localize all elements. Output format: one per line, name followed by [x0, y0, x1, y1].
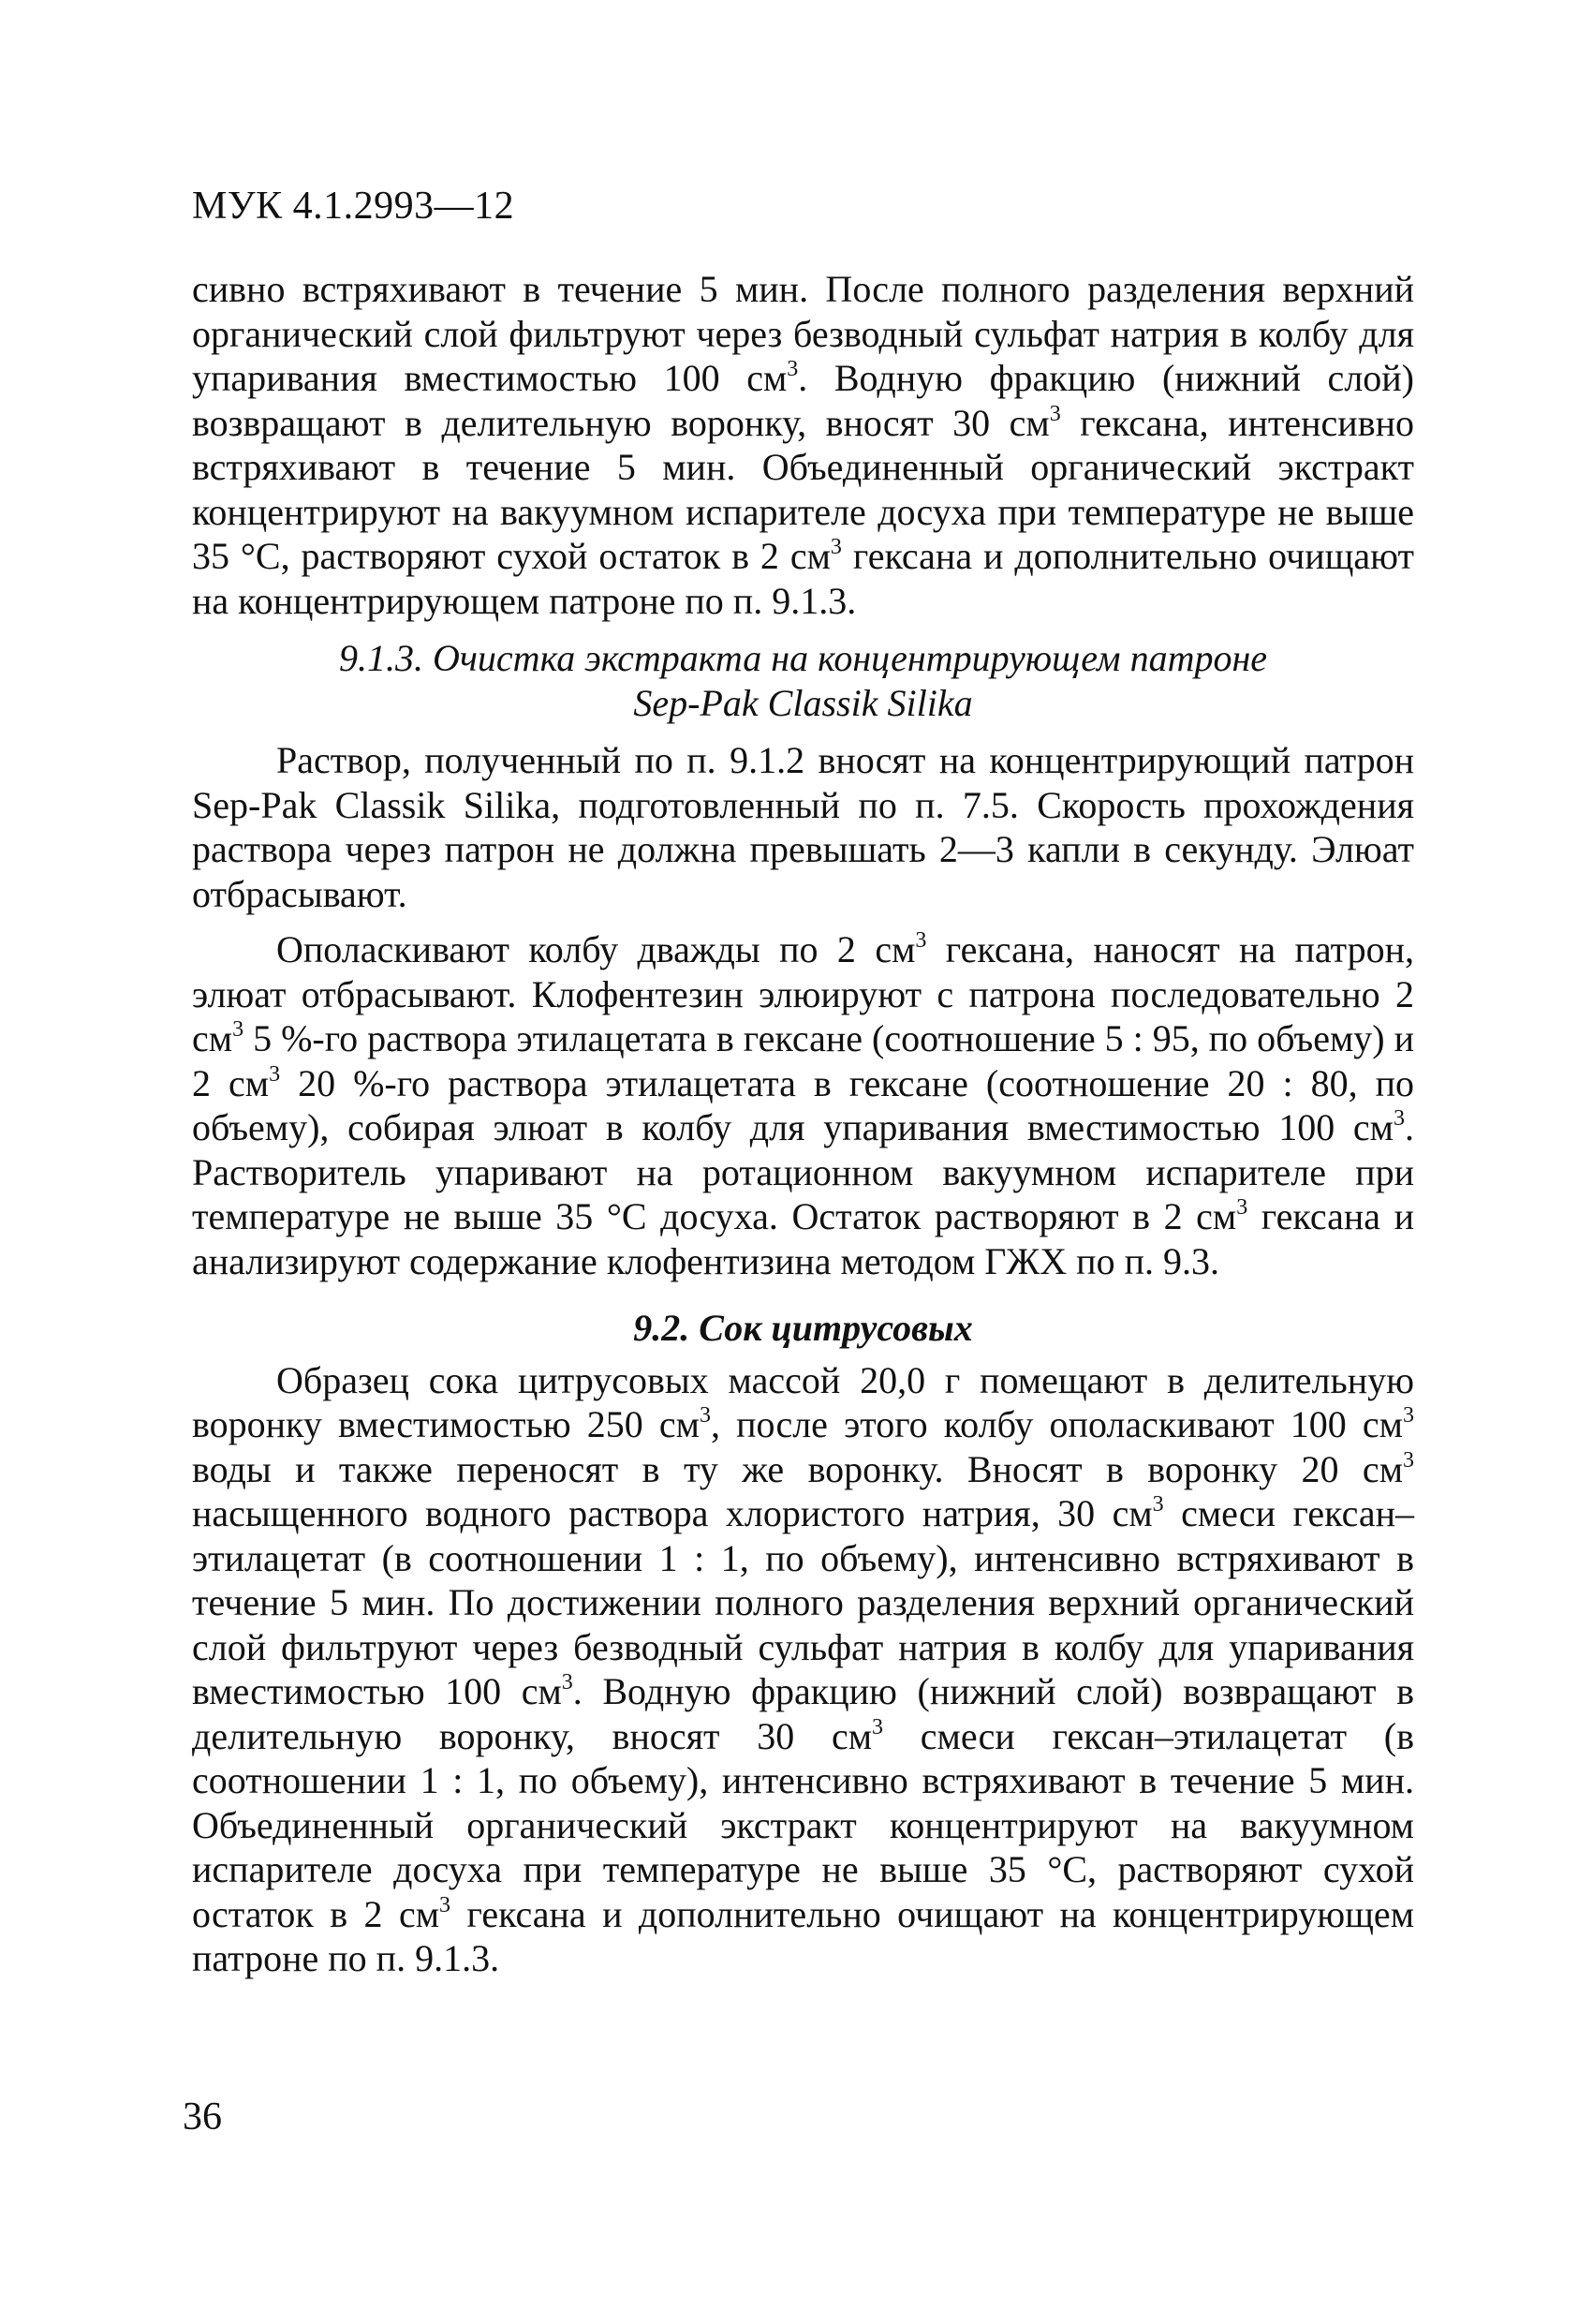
text-segment: сивно встряхивают в течение 5 мин. После полного разделения верхний органический слой фильтруют через безводный сульфат натрия в колбу для упаривания вместимостью 100 см: [192, 268, 1414, 399]
section-heading-line: 9.1.3. Очистка экстракта на концентрирующем патроне: [338, 637, 1268, 679]
text-segment: гексана, наносят на патрон, элюат отбрасывают. Клофентезин элюируют с патрона последовательно 2 см: [192, 928, 1414, 1059]
superscript: 3: [1403, 1403, 1414, 1428]
section-heading-9-1-3: [192, 636, 1414, 725]
document-page: [192, 183, 1414, 1981]
superscript: 3: [1049, 401, 1061, 426]
superscript: 3: [787, 357, 799, 381]
text-segment: , после этого колбу ополаскивают 100 см: [710, 1403, 1403, 1445]
superscript: 3: [439, 1892, 451, 1917]
text-segment: смеси гексан–этилацетат (в соотношении 1 : 1, по объему), интенсивно встряхивают в течение 5 мин. По достижении полного разделения верхний органический слой фильтруют через безводный сульфат натрия в колбу для упаривания вместимостью 100 см: [192, 1492, 1415, 1712]
document-code-header: МУК 4.1.2993—12: [192, 185, 515, 228]
text-segment: насыщенного водного раствора хлористого натрия, 30 см: [192, 1492, 1153, 1534]
paragraph-extraction-continued: [192, 267, 1414, 623]
section-heading-9-2: 9.2. Сок цитрусовых: [633, 1307, 973, 1349]
text-segment: Ополаскивают колбу дважды по 2 см: [276, 928, 916, 970]
text-segment: воды и также переносят в ту же воронку. Вносят в воронку 20 см: [192, 1447, 1403, 1490]
section-heading-line: Sep-Pak Classik Silika: [633, 681, 973, 724]
text-segment: гексана и дополнительно очищают на концентрирующем патроне по п. 9.1.3.: [192, 535, 1415, 622]
text-segment: 20 %-го раствора этилацетата в гексане (соотношение 20 : 80, по объему), собирая элюат в колбу для упаривания вместимостью 100 см: [192, 1061, 1414, 1148]
paragraph-cartridge-elution: [192, 927, 1414, 1283]
superscript: 3: [232, 1017, 244, 1042]
text-segment: Образец сока цитрусовых массой 20,0 г помещают в делительную воронку вместимостью 250 см: [192, 1358, 1414, 1445]
text-segment: гексана и анализируют содержание клофентизина методом ГЖХ по п. 9.3.: [192, 1195, 1414, 1282]
text-segment: . Водную фракцию (нижний слой) возвращают в делительную воронку, вносят 30 см: [192, 1670, 1414, 1757]
superscript: 3: [872, 1714, 884, 1739]
paragraph-citrus-juice: [192, 1358, 1414, 1981]
text-segment: . Водную фракцию (нижний слой) возвращают в делительную воронку, вносят 30 см: [192, 357, 1415, 444]
superscript: 3: [269, 1061, 281, 1087]
superscript: 3: [1394, 1106, 1405, 1131]
text-segment: 5 %-го раствора этилацетата в гексане (соотношение 5 : 95, по объему) и 2 см: [192, 1017, 1414, 1104]
text-segment: гексана, интенсивно встряхивают в течение 5 мин. Объединенный органический экстракт концентрируют на вакуумном испарителе досуха при температуре не выше 35 °С, растворяют сухой остаток в 2 см: [192, 401, 1414, 577]
superscript: 3: [1152, 1492, 1164, 1517]
page-number: 36: [183, 2095, 222, 2139]
text-segment: гексана и дополнительно очищают на концентрирующем патроне по п. 9.1.3.: [192, 1892, 1415, 1979]
superscript: 3: [830, 535, 842, 559]
superscript: 3: [561, 1670, 573, 1695]
text-segment: смеси гексан–этилацетат (в соотношении 1 : 1, по объему), интенсивно встряхивают в течение 5 мин. Объединенный органический экстракт концентрируют на вакуумном испарителе досуха при температуре не выше 35 °С, растворяют сухой остаток в 2 см: [192, 1714, 1414, 1935]
superscript: 3: [915, 928, 927, 953]
paragraph-cartridge-loading: Раствор, полученный по п. 9.1.2 вносят на концентрирующий патрон Sep-Pak Classik Silika, подготовленный по п. 7.5. Скорость прохождения раствора через патрон не должна превышать 2—3 капли в секунду. Элюат отбрасывают.: [192, 739, 1414, 915]
superscript: 3: [699, 1403, 711, 1428]
superscript: 3: [1403, 1447, 1414, 1473]
text-segment: . Растворитель упаривают на ротационном вакуумном испарителе при температуре не выше 35 °С досуха. Остаток растворяют в 2 см: [192, 1106, 1414, 1237]
superscript: 3: [1236, 1195, 1248, 1220]
